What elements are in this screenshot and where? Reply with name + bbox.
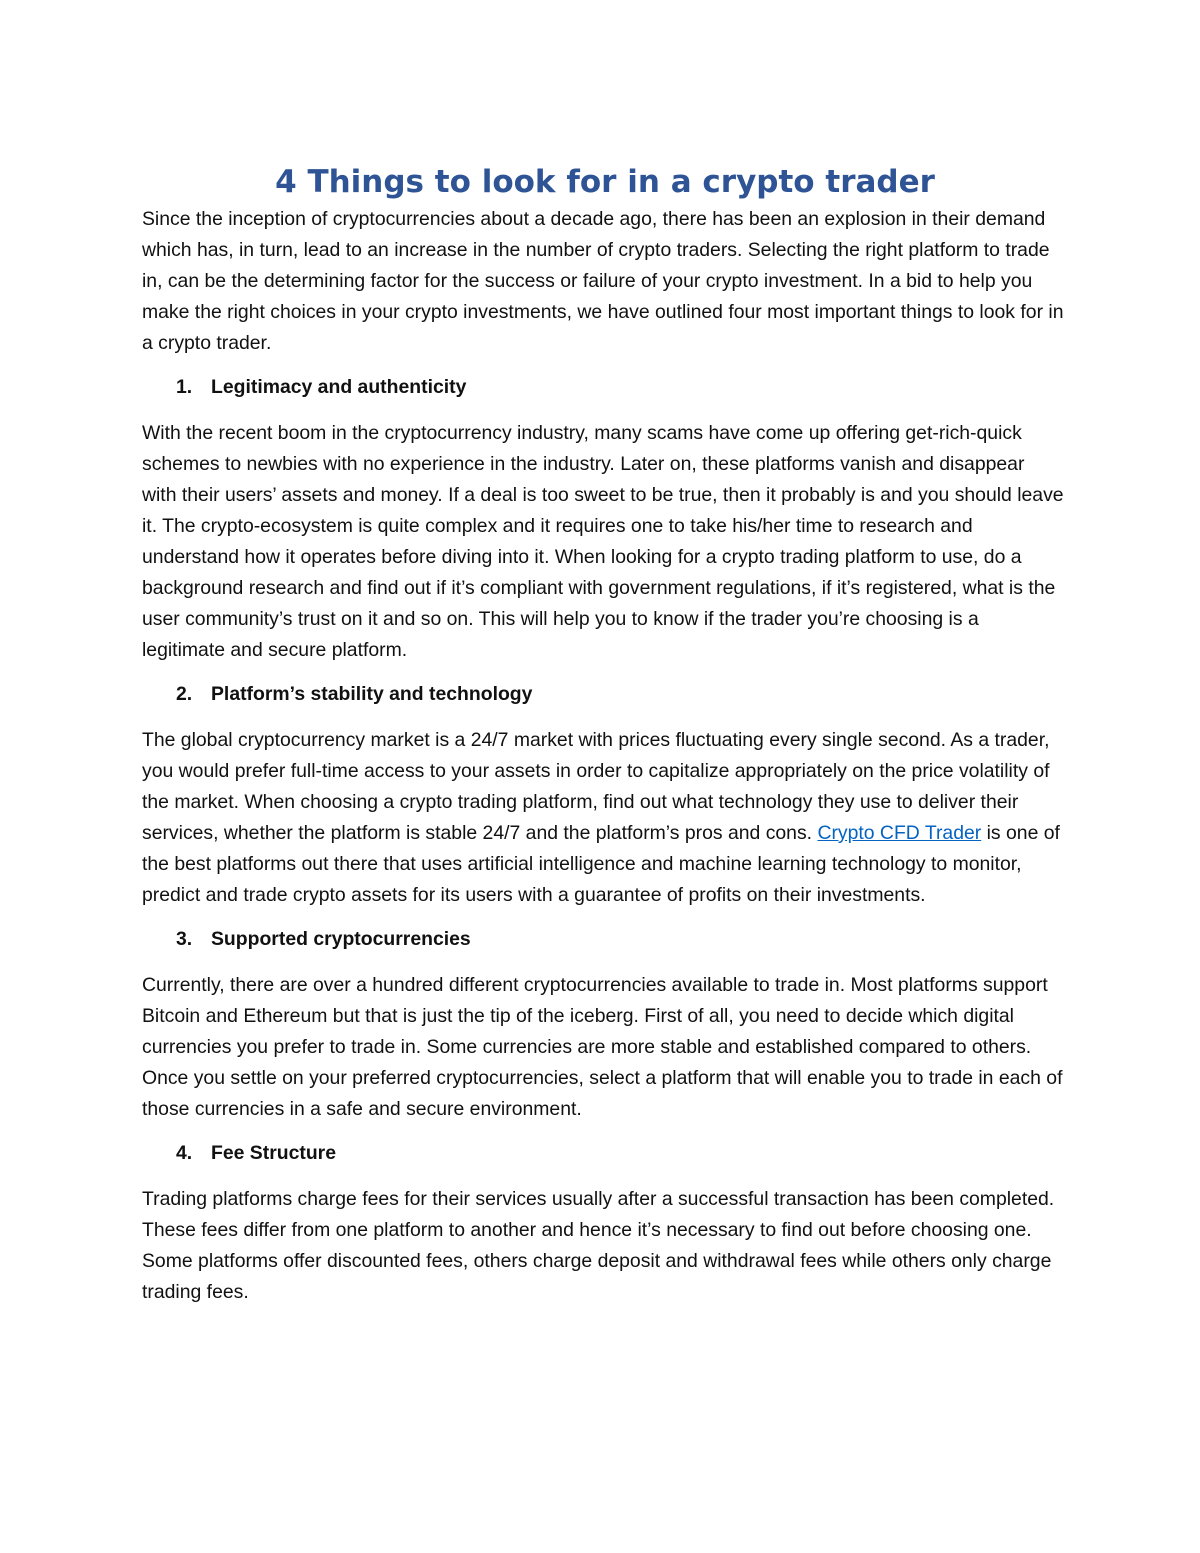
body-text-after-link: is one of the best platforms out there that uses artificial intelligence and machine learning technology to monitor, predict and trade crypto assets for its users with a guarantee of profits on their investments. bbox=[142, 822, 1060, 906]
section-body-supported: Currently, there are over a hundred different cryptocurrencies available to trade in. Most platforms support Bitcoin and Ethereum but that is just the tip of the iceberg. First of all, you need to decide which digital currencies you prefer to trade in. Some currencies are more stable and established compared to others. Once you settle on your preferred cryptocurrencies, select a platform that will enable you to trade in each of those currencies in a safe and secure environment. bbox=[142, 974, 1063, 1120]
document-title: 4 Things to look for in a crypto trader bbox=[275, 164, 935, 200]
section-number: 3. bbox=[176, 928, 193, 950]
body-text-before-link: The global cryptocurrency market is a 24/7 market with prices fluctuating every single second. As a trader, you would prefer full-time access to your assets in order to capitalize appropriately on the price volatility of the market. When choosing a crypto trading platform, find out what technology they use to deliver their services, whether the platform is stable 24/7 and the platform’s pros and cons. bbox=[142, 729, 1050, 844]
section-heading-stability bbox=[142, 679, 1064, 710]
intro-paragraph: Since the inception of cryptocurrencies about a decade ago, there has been an explosion in their demand which has, in turn, lead to an increase in the number of crypto traders. Selecting the right platform to trade in, can be the determining factor for the success or failure of your crypto investment. In a bid to help you make the right choices in your crypto investments, we have outlined four most important things to look for in a crypto trader. bbox=[142, 208, 1064, 354]
section-body-fees: Trading platforms charge fees for their services usually after a successful transaction has been completed. These fees differ from one platform to another and hence it’s necessary to find out before choosing one. Some platforms offer discounted fees, others charge deposit and withdrawal fees while others only charge trading fees. bbox=[142, 1188, 1055, 1303]
section-body-legitimacy: With the recent boom in the cryptocurrency industry, many scams have come up offering get-rich-quick schemes to newbies with no experience in the industry. Later on, these platforms vanish and disappear with their users’ assets and money. If a deal is too sweet to be true, then it probably is and you should leave it. The crypto-ecosystem is quite complex and it requires one to take his/her time to research and understand how it operates before diving into it. When looking for a crypto trading platform to use, do a background research and find out if it’s compliant with government regulations, if it’s registered, what is the user community’s trust on it and so on. This will help you to know if the trader you’re choosing is a legitimate and secure platform. bbox=[142, 422, 1064, 661]
document-content bbox=[142, 160, 1064, 1308]
section-number: 2. bbox=[176, 683, 193, 705]
section-number: 4. bbox=[176, 1142, 193, 1164]
section-heading-text: Legitimacy and authenticity bbox=[211, 376, 467, 398]
section-heading-text: Platform’s stability and technology bbox=[211, 683, 533, 705]
crypto-cfd-trader-link[interactable]: Crypto CFD Trader bbox=[817, 822, 982, 844]
section-heading-supported bbox=[142, 924, 1064, 955]
section-heading-text: Fee Structure bbox=[211, 1142, 336, 1164]
section-heading-legitimacy bbox=[142, 372, 1064, 403]
section-body-stability bbox=[142, 725, 1064, 911]
section-heading-fees bbox=[142, 1138, 1064, 1169]
section-number: 1. bbox=[176, 376, 193, 398]
section-heading-text: Supported cryptocurrencies bbox=[211, 928, 471, 950]
